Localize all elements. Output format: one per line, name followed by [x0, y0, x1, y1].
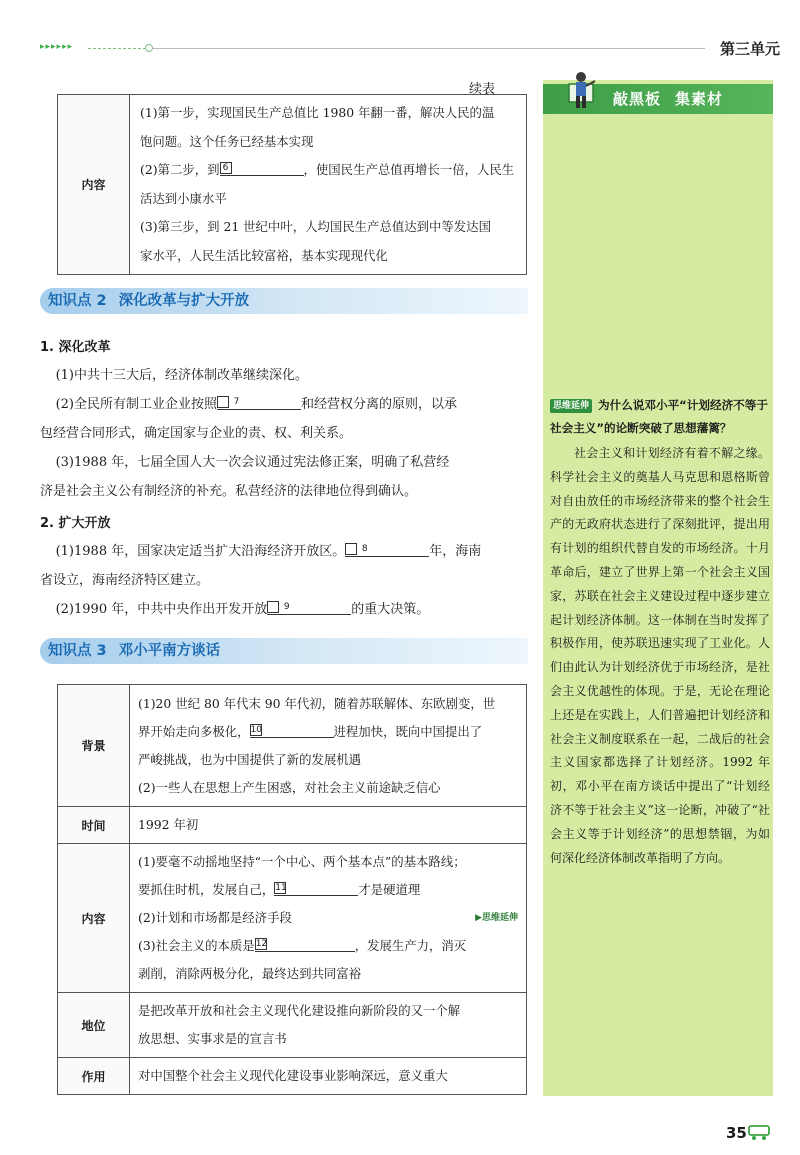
table-label-status: 地位 [58, 993, 130, 1058]
table-label-time: 时间 [58, 807, 130, 844]
blank-number: 6 [220, 162, 232, 174]
step1-line1: (1)第一步，实现国民生产总值比 1980 年翻一番，解决人民的温 [140, 105, 495, 120]
fill-blank-11[interactable]: 11 [274, 882, 358, 896]
step3-line2: 家水平，人民生活比较富裕，基本实现现代化 [140, 247, 388, 263]
table-label-content: 内容 [58, 95, 130, 275]
reform-para-2: (2)全民所有制工业企业按照 7 和经营权分离的原则，以承 包经营合同形式，确定国家与企业的责、权、利关系。 [40, 397, 458, 441]
header-ring-icon [145, 44, 153, 52]
table-cell-status: 是把改革开放和社会主义现代化建设推向新阶段的又一个解 放思想、实事求是的宣言书 [130, 993, 527, 1058]
thinking-extension-box [550, 394, 770, 870]
step1-line2: 饱问题。这个任务已经基本实现 [140, 133, 314, 149]
table-label-content: 内容 [58, 844, 130, 993]
table-cell-time: 1992 年初 [130, 807, 527, 844]
header-rule [153, 48, 705, 49]
sidebar-answer: 社会主义和计划经济有着不解之缘。科学社会主义的奠基人马克思和恩格斯曾对自由放任的市场经济带来的整个社会生产的无政府状态进行了深刻批评，提出用有计划的组织代替自发的市场经济。十月革命后，建立了世界上第一个社会主义国家，苏联在社会主义建设过程中逐步建立起计划经济体制。这一体制在当时发挥了积极作用，使苏联迅速实现了工业化。人们由此认为计划经济优于市场经济，是社会主义优越性的体现。于是，无论在理论上还是在实践上，人们普遍把计划经济和社会主义制度联系在一起，二战后的社会主义国家都选择了计划经济。1992 年初，邓小平在南方谈话中提出了“计划经济不等于社会主义”这一论断，冲破了“社会主义等于计划经济”的思想禁锢，为如何深化经济体制改革指明了方向。 [550, 446, 770, 865]
thinking-extension-tag: 思维延伸 [550, 399, 592, 413]
section-deepen-reform-title: 1. 深化改革 [40, 340, 111, 355]
fill-blank-6[interactable] [220, 162, 304, 176]
table-cell-content [130, 95, 527, 275]
cart-icon [748, 1124, 770, 1141]
step2-line1: (2)第二步，到 6 ，使国民生产总值再增长一倍，人民生 [140, 162, 515, 177]
teacher-board-icon [567, 70, 599, 114]
unit-title: 第三单元 [719, 40, 780, 58]
content-table-continued [57, 94, 527, 275]
reform-para-3: (3)1988 年，七届全国人大一次会议通过宪法修正案，明确了私营经 济是社会主义公有制经济的补充。私营经济的法律地位得到确认。 [40, 455, 450, 499]
open-para-2: (2)1990 年，中共中央作出开发开放 9 的重大决策。 [55, 602, 430, 617]
table-cell-content: (1)要毫不动摇地坚持“一个中心、两个基本点”的基本路线； 要抓住时机，发展自己， 11 才是硬道理 (2)计划和市场都是经济手段 ▶思维延伸 (3)社会主义的本质是 12 ，发展生产力，消灭 剥削，消除两极分化，最终达到共同富裕 [130, 844, 527, 993]
fill-blank-12[interactable]: 12 [255, 938, 355, 952]
page-number: 35 [726, 1124, 747, 1142]
table-label-effect: 作用 [58, 1058, 130, 1095]
sidebar-title: 敲黑板 集素材 [543, 84, 773, 114]
knowledge-point-2-header: 知识点 2 深化改革与扩大开放 [40, 288, 528, 314]
step2-line2: 活达到小康水平 [140, 190, 227, 206]
page-header [0, 0, 800, 70]
header-arrows: ▸▸▸▸▸▸ [40, 42, 74, 52]
header-dotted-line [88, 48, 146, 49]
fill-blank-10[interactable]: 10 [250, 724, 334, 738]
knowledge-point-3-header: 知识点 3 邓小平南方谈话 [40, 638, 528, 664]
section-open-up-title: 2. 扩大开放 [40, 516, 111, 531]
continued-label: 续表 [469, 82, 496, 97]
table-cell-background: (1)20 世纪 80 年代末 90 年代初，随着苏联解体、东欧剧变，世 界开始走向多极化， 10 进程加快，既向中国提出了 严峻挑战，也为中国提供了新的发展机遇 (2)一些人在思想上产生困惑，对社会主义前途缺乏信心 [130, 685, 527, 807]
thinking-extension-link[interactable]: ▶思维延伸 [475, 913, 518, 923]
fill-blank-7[interactable]: 7 [217, 396, 301, 410]
sidebar-question: 思维延伸 为什么说邓小平“计划经济不等于社会主义”的论断突破了思想藩篱？ [550, 398, 768, 435]
step3-line1: (3)第三步，到 21 世纪中叶，人均国民生产总值达到中等发达国 [140, 219, 491, 234]
reform-para-1: (1)中共十三大后，经济体制改革继续深化。 [55, 368, 309, 383]
fill-blank-8[interactable]: 8 [345, 543, 429, 557]
table-cell-effect: 对中国整个社会主义现代化建设事业影响深远，意义重大 [130, 1058, 527, 1095]
table-label-background: 背景 [58, 685, 130, 807]
open-para-1: (1)1988 年，国家决定适当扩大沿海经济开放区。 8 年，海南 省设立，海南经济特区建立。 [40, 544, 482, 588]
southern-talk-table [57, 684, 527, 1095]
fill-blank-9[interactable]: 9 [267, 601, 351, 615]
